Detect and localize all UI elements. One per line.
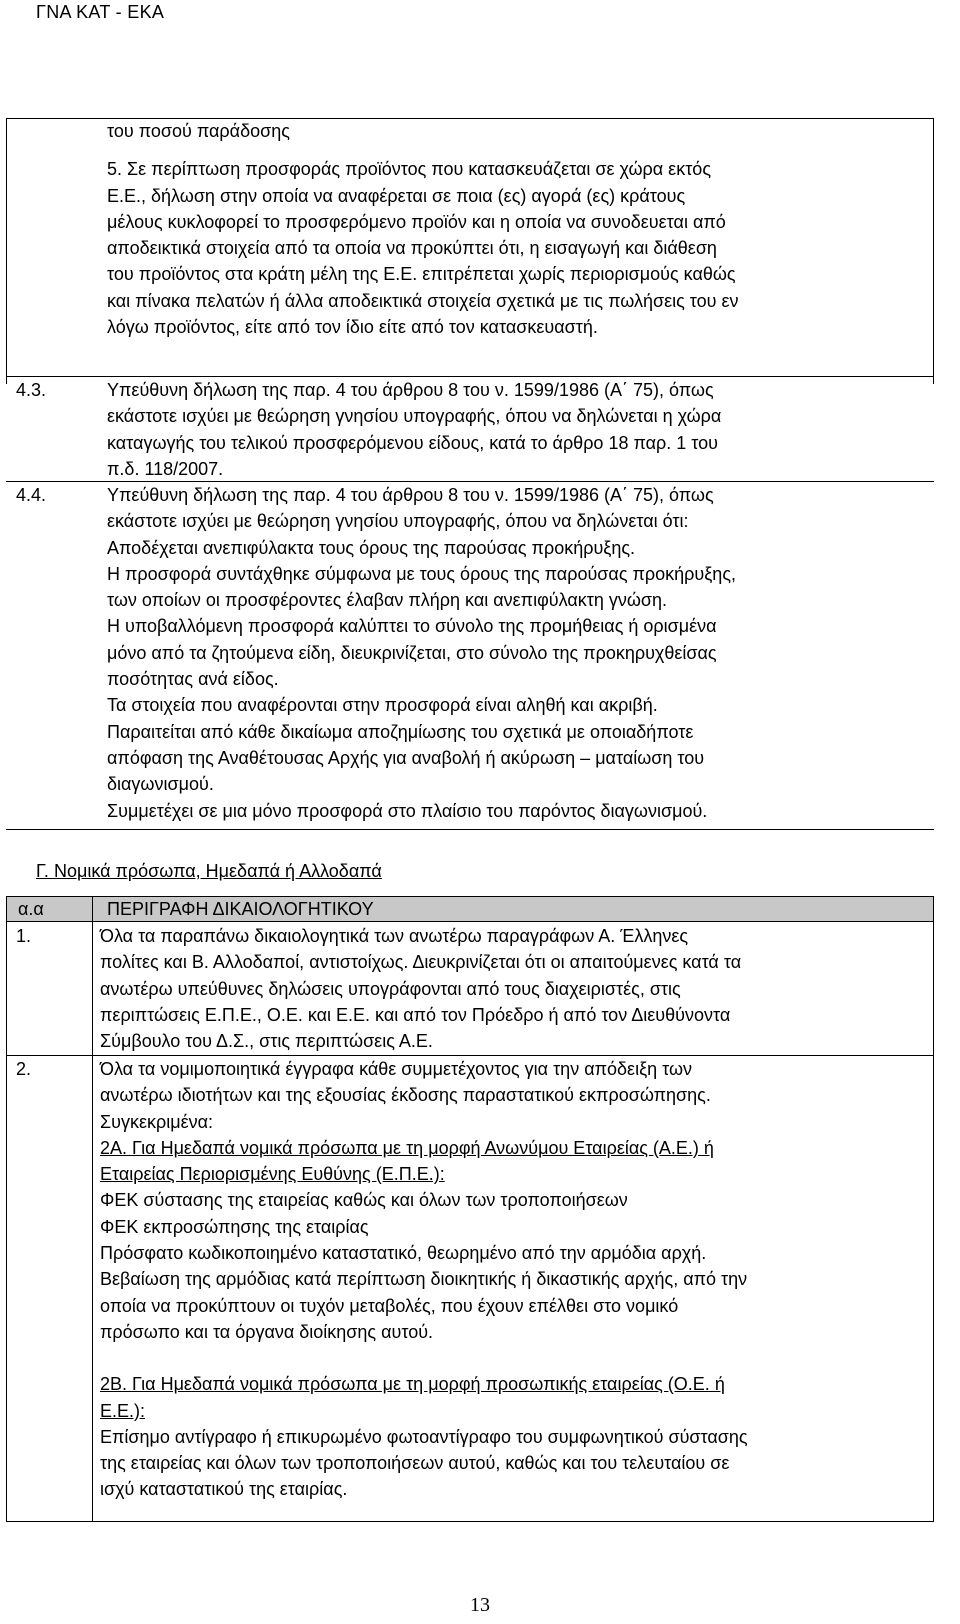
subheading-line: 2Α. Για Ημεδαπά νομικά πρόσωπα με τη μορφή Ανωνύμου Εταιρείας (Α.Ε.) ή [100, 1137, 714, 1158]
text-line: ΦΕΚ σύστασης της εταιρείας καθώς και όλων των τροποποιήσεων [100, 1190, 628, 1211]
row-number: 2. [16, 1059, 32, 1079]
text-line: Παραιτείται από κάθε δικαίωμα αποζημίωσης του σχετικά με οποιαδήποτε [107, 721, 694, 742]
table-bottom-border [6, 1521, 934, 1522]
text-line: των οποίων οι προσφέροντες έλαβαν πλήρη και ανεπιφύλακτη γνώση. [107, 590, 668, 611]
subheading-line: Εταιρείας Περιορισμένης Ευθύνης (Ε.Π.Ε.): [100, 1164, 445, 1185]
text-line: της εταιρείας και όλων των τροποποιήσεων αυτού, καθώς και του τελευταίου σε [100, 1453, 730, 1474]
table-right-border [933, 896, 934, 1521]
text-line: Σύμβουλο του Δ.Σ., στις περιπτώσεις Α.Ε. [100, 1031, 433, 1052]
text-line: και πίνακα πελατών ή άλλα αποδεικτικά στοιχεία σχετικά με τις πωλήσεις του εν [107, 290, 739, 311]
text-line: Πρόσφατο κωδικοποιημένο καταστατικό, θεωρημένο από την αρμόδια αρχή. [100, 1243, 707, 1264]
text-line: Υπεύθυνη δήλωση της παρ. 4 του άρθρου 8 του ν. 1599/1986 (Α΄ 75), όπως [107, 380, 714, 400]
text-line: π.δ. 118/2007. [107, 458, 224, 479]
document-header: ΓΝΑ ΚΑΤ - ΕΚΑ [36, 2, 165, 22]
box-text [107, 118, 739, 340]
text-line: λόγω προϊόντος, είτε από τον ίδιο είτε από τον κατασκευαστή. [107, 317, 598, 338]
row-1-text [100, 923, 741, 1054]
section-43-text [107, 377, 721, 482]
subheading-line: 2Β. Για Ημεδαπά νομικά πρόσωπα με τη μορφή προσωπικής εταιρείας (Ο.Ε. ή [100, 1374, 725, 1395]
text-line: ισχύ καταστατικού της εταιρίας. [100, 1479, 348, 1500]
table-header-description: ΠΕΡΙΓΡΑΦΗ ΔΙΚΑΙΟΛΟΓΗΤΙΚΟΥ [107, 899, 374, 919]
text-line: ποσότητας ανά είδος. [107, 669, 279, 690]
text-line: ανωτέρω ιδιοτήτων και της εξουσίας έκδοσης παραστατικού εκπροσώπησης. [100, 1085, 711, 1106]
text-line: 5. Σε περίπτωση προσφοράς προϊόντος που κατασκευάζεται σε χώρα εκτός [107, 159, 711, 180]
text-line: ανωτέρω υπεύθυνες δηλώσεις υπογράφονται από τους διαχειριστές, στις [100, 978, 681, 999]
text-line: Υπεύθυνη δήλωση της παρ. 4 του άρθρου 8 του ν. 1599/1986 (Α΄ 75), όπως [107, 485, 714, 505]
text-line: Τα στοιχεία που αναφέρονται στην προσφορά είναι αληθή και ακριβή. [107, 695, 658, 716]
text-line: Η υποβαλλόμενη προσφορά καλύπτει το σύνολο της προμήθειας ή ορισμένα [107, 616, 717, 637]
table-left-border [6, 896, 7, 1521]
text-line: του ποσού παράδοσης [107, 121, 290, 141]
text-line: καταγωγής του τελικού προσφερόμενου είδους, κατά το άρθρο 18 παρ. 1 του [107, 432, 718, 453]
text-line: Συγκεκριμένα: [100, 1111, 214, 1132]
text-line: του προϊόντος στα κράτη μέλη της Ε.Ε. επιτρέπεται χωρίς περιορισμούς καθώς [107, 264, 736, 285]
section-g-title: Γ. Νομικά πρόσωπα, Ημεδαπά ή Αλλοδαπά [36, 861, 382, 881]
text-line: μόνο από τα ζητούμενα είδη, διευκρινίζεται, στο σύνολο της προκηρυχθείσας [107, 642, 717, 663]
text-line: Ε.Ε., δήλωση στην οποία να αναφέρεται σε ποια (ες) αγορά (ες) κράτους [107, 185, 686, 206]
text-line: ΦΕΚ εκπροσώπησης της εταιρίας [100, 1216, 369, 1237]
text-line: εκάστοτε ισχύει με θεώρηση γνησίου υπογραφής, όπου να δηλώνεται η χώρα [107, 406, 722, 427]
text-line: Βεβαίωση της αρμόδιας κατά περίπτωση διοικητικής ή δικαστικής αρχής, από την [100, 1269, 748, 1290]
text-line: μέλους κυκλοφορεί το προσφερόμενο προϊόν και η οποία να συνοδευεται από [107, 211, 726, 232]
table-column-divider [92, 896, 93, 1521]
table-header-number: α.α [18, 899, 44, 919]
text-line: Επίσημο αντίγραφο ή επικυρωμένο φωτοαντίγραφο του συμφωνητικού σύστασης [100, 1426, 748, 1447]
divider [6, 829, 934, 830]
row-2-text [100, 1056, 748, 1503]
row-number: 1. [16, 926, 32, 946]
page-number: 13 [470, 1594, 490, 1616]
section-number: 4.3. [16, 380, 47, 400]
subheading-line: Ε.Ε.): [100, 1400, 146, 1421]
section-44-text [107, 482, 736, 824]
text-line: Αποδέχεται ανεπιφύλακτα τους όρους της παρούσας προκήρυξης. [107, 537, 636, 558]
text-line: Συμμετέχει σε μια μόνο προσφορά στο πλαίσιο του παρόντος διαγωνισμού. [107, 800, 708, 821]
text-line: περιπτώσεις Ε.Π.Ε., Ο.Ε. και Ε.Ε. και από τον Πρόεδρο ή από τον Διευθύνοντα [100, 1004, 731, 1025]
text-line: αποδεικτικά στοιχεία από τα οποία να προκύπτει ότι, η εισαγωγή και διάθεση [107, 238, 717, 259]
text-line: πολίτες και Β. Αλλοδαποί, αντιστοίχως. Διευκρινίζεται ότι οι απαιτούμενες κατά τα [100, 952, 742, 973]
text-line: εκάστοτε ισχύει με θεώρηση γνησίου υπογραφής, όπου να δηλώνεται ότι: [107, 511, 689, 532]
text-line: απόφαση της Αναθέτουσας Αρχής για αναβολή ή ακύρωση – ματαίωση του [107, 747, 705, 768]
text-line: πρόσωπο και τα όργανα διοίκησης αυτού. [100, 1321, 434, 1342]
text-line: Όλα τα νομιμοποιητικά έγγραφα κάθε συμμετέχοντος για την απόδειξη των [100, 1059, 693, 1079]
text-line: διαγωνισμού. [107, 774, 214, 795]
text-line: οποία να προκύπτουν οι τυχόν μεταβολές, που έχουν επέλθει στο νομικό [100, 1295, 679, 1316]
section-number: 4.4. [16, 485, 47, 505]
text-line: Όλα τα παραπάνω δικαιολογητικά των ανωτέρω παραγράφων Α. Έλληνες [100, 926, 689, 946]
text-line: Η προσφορά συντάχθηκε σύμφωνα με τους όρους της παρούσας προκήρυξης, [107, 563, 736, 584]
